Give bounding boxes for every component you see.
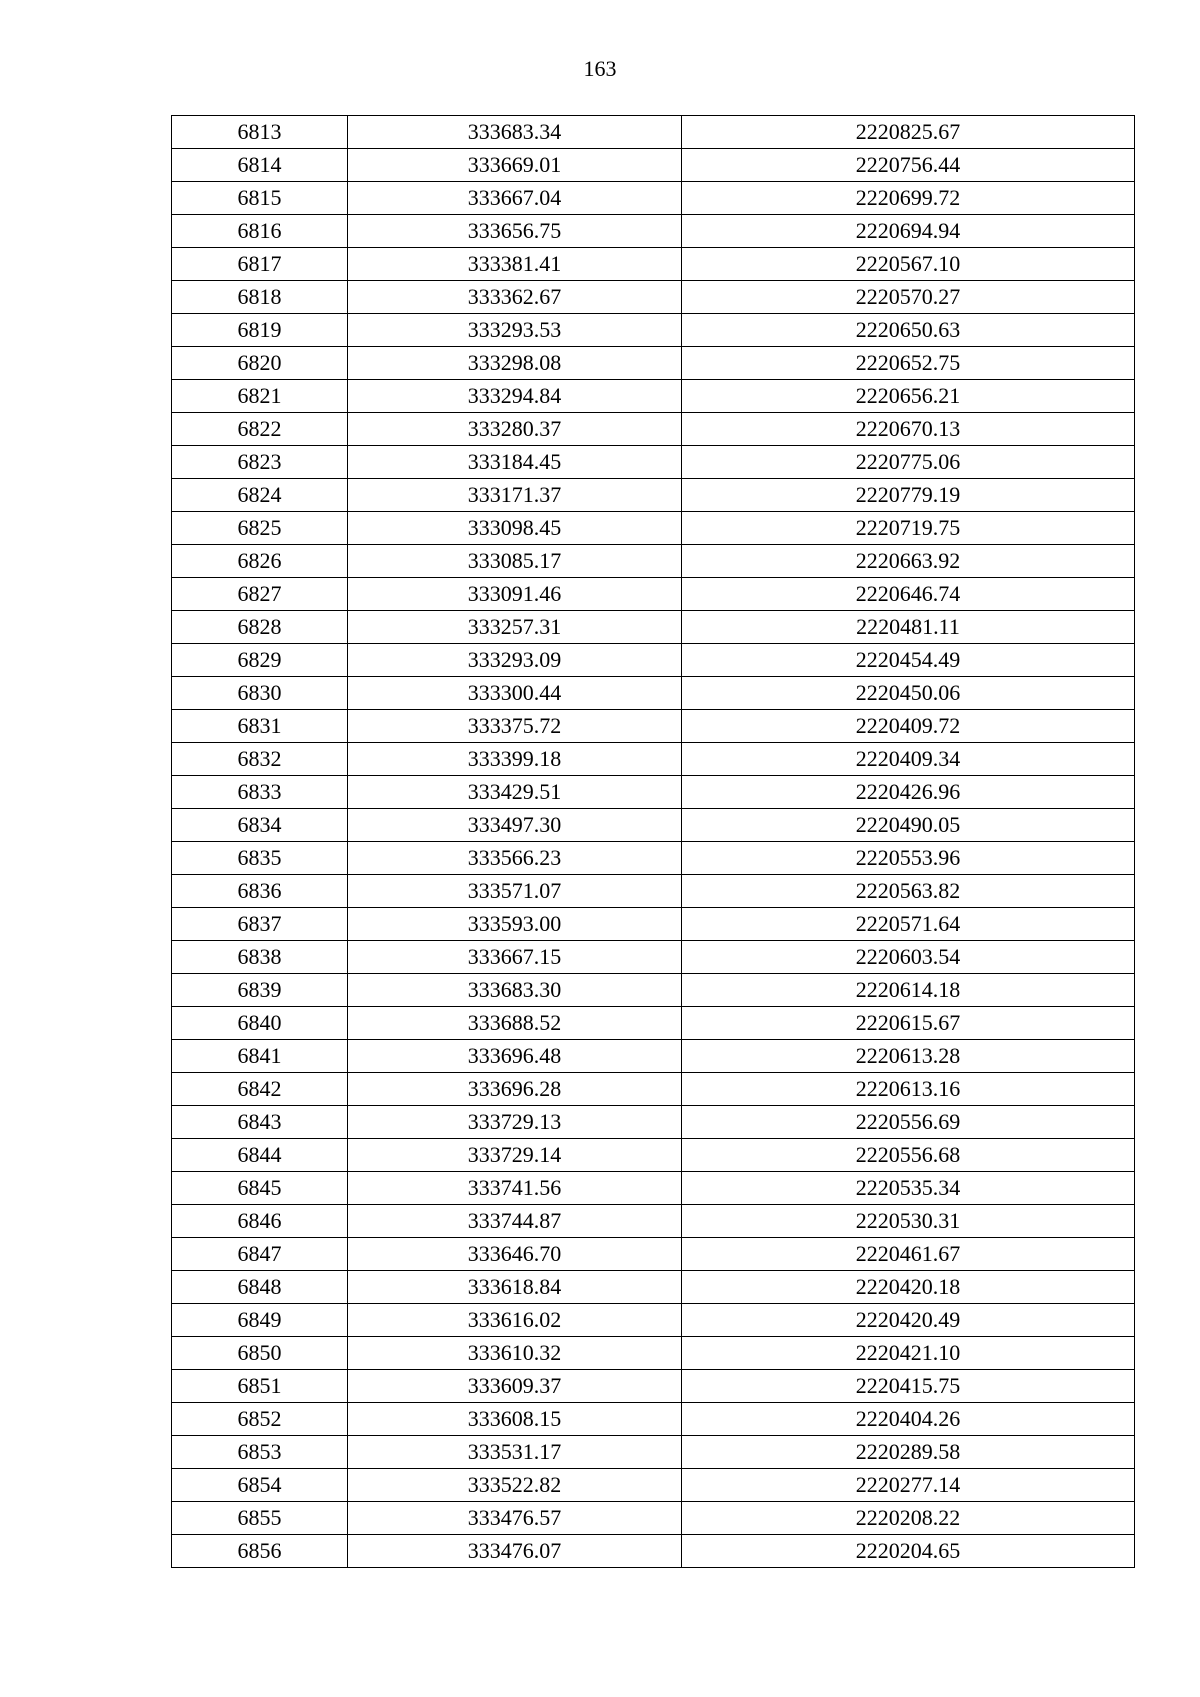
x-coordinate-cell: 333610.32 [348, 1337, 682, 1370]
point-number-cell: 6835 [172, 842, 348, 875]
table-row [172, 182, 1135, 215]
x-coordinate-cell: 333476.57 [348, 1502, 682, 1535]
y-coordinate-cell: 2220719.75 [682, 512, 1135, 545]
point-number-cell: 6852 [172, 1403, 348, 1436]
point-number-cell: 6820 [172, 347, 348, 380]
point-number-cell: 6822 [172, 413, 348, 446]
x-coordinate-cell: 333375.72 [348, 710, 682, 743]
x-coordinate-cell: 333729.13 [348, 1106, 682, 1139]
x-coordinate-cell: 333293.09 [348, 644, 682, 677]
x-coordinate-cell: 333616.02 [348, 1304, 682, 1337]
x-coordinate-cell: 333476.07 [348, 1535, 682, 1568]
y-coordinate-cell: 2220454.49 [682, 644, 1135, 677]
table-row [172, 842, 1135, 875]
table-row [172, 644, 1135, 677]
point-number-cell: 6821 [172, 380, 348, 413]
y-coordinate-cell: 2220652.75 [682, 347, 1135, 380]
point-number-cell: 6850 [172, 1337, 348, 1370]
point-number-cell: 6847 [172, 1238, 348, 1271]
y-coordinate-cell: 2220650.63 [682, 314, 1135, 347]
point-number-cell: 6825 [172, 512, 348, 545]
coordinates-table-body [172, 116, 1135, 1568]
x-coordinate-cell: 333298.08 [348, 347, 682, 380]
x-coordinate-cell: 333571.07 [348, 875, 682, 908]
table-row [172, 710, 1135, 743]
x-coordinate-cell: 333085.17 [348, 545, 682, 578]
x-coordinate-cell: 333300.44 [348, 677, 682, 710]
point-number-cell: 6840 [172, 1007, 348, 1040]
table-row [172, 1106, 1135, 1139]
y-coordinate-cell: 2220481.11 [682, 611, 1135, 644]
table-row [172, 1040, 1135, 1073]
x-coordinate-cell: 333566.23 [348, 842, 682, 875]
table-row [172, 545, 1135, 578]
x-coordinate-cell: 333683.30 [348, 974, 682, 1007]
point-number-cell: 6839 [172, 974, 348, 1007]
x-coordinate-cell: 333531.17 [348, 1436, 682, 1469]
y-coordinate-cell: 2220663.92 [682, 545, 1135, 578]
point-number-cell: 6823 [172, 446, 348, 479]
y-coordinate-cell: 2220461.67 [682, 1238, 1135, 1271]
point-number-cell: 6853 [172, 1436, 348, 1469]
x-coordinate-cell: 333667.04 [348, 182, 682, 215]
table-row [172, 941, 1135, 974]
y-coordinate-cell: 2220825.67 [682, 116, 1135, 149]
coordinates-table [171, 115, 1135, 1568]
y-coordinate-cell: 2220614.18 [682, 974, 1135, 1007]
x-coordinate-cell: 333744.87 [348, 1205, 682, 1238]
y-coordinate-cell: 2220570.27 [682, 281, 1135, 314]
y-coordinate-cell: 2220490.05 [682, 809, 1135, 842]
table-row [172, 281, 1135, 314]
y-coordinate-cell: 2220289.58 [682, 1436, 1135, 1469]
point-number-cell: 6834 [172, 809, 348, 842]
y-coordinate-cell: 2220450.06 [682, 677, 1135, 710]
x-coordinate-cell: 333618.84 [348, 1271, 682, 1304]
y-coordinate-cell: 2220613.28 [682, 1040, 1135, 1073]
table-row [172, 1436, 1135, 1469]
y-coordinate-cell: 2220553.96 [682, 842, 1135, 875]
y-coordinate-cell: 2220656.21 [682, 380, 1135, 413]
table-row [172, 1469, 1135, 1502]
x-coordinate-cell: 333608.15 [348, 1403, 682, 1436]
table-row [172, 776, 1135, 809]
table-row [172, 512, 1135, 545]
table-row [172, 974, 1135, 1007]
y-coordinate-cell: 2220603.54 [682, 941, 1135, 974]
point-number-cell: 6836 [172, 875, 348, 908]
point-number-cell: 6814 [172, 149, 348, 182]
y-coordinate-cell: 2220563.82 [682, 875, 1135, 908]
point-number-cell: 6845 [172, 1172, 348, 1205]
x-coordinate-cell: 333646.70 [348, 1238, 682, 1271]
point-number-cell: 6855 [172, 1502, 348, 1535]
point-number-cell: 6843 [172, 1106, 348, 1139]
table-row [172, 677, 1135, 710]
y-coordinate-cell: 2220646.74 [682, 578, 1135, 611]
x-coordinate-cell: 333593.00 [348, 908, 682, 941]
y-coordinate-cell: 2220409.72 [682, 710, 1135, 743]
x-coordinate-cell: 333683.34 [348, 116, 682, 149]
table-row [172, 1370, 1135, 1403]
x-coordinate-cell: 333696.28 [348, 1073, 682, 1106]
y-coordinate-cell: 2220699.72 [682, 182, 1135, 215]
x-coordinate-cell: 333091.46 [348, 578, 682, 611]
x-coordinate-cell: 333522.82 [348, 1469, 682, 1502]
x-coordinate-cell: 333257.31 [348, 611, 682, 644]
y-coordinate-cell: 2220208.22 [682, 1502, 1135, 1535]
table-row [172, 1304, 1135, 1337]
y-coordinate-cell: 2220420.49 [682, 1304, 1135, 1337]
y-coordinate-cell: 2220613.16 [682, 1073, 1135, 1106]
y-coordinate-cell: 2220420.18 [682, 1271, 1135, 1304]
table-row [172, 743, 1135, 776]
point-number-cell: 6824 [172, 479, 348, 512]
x-coordinate-cell: 333381.41 [348, 248, 682, 281]
table-row [172, 809, 1135, 842]
x-coordinate-cell: 333184.45 [348, 446, 682, 479]
point-number-cell: 6830 [172, 677, 348, 710]
x-coordinate-cell: 333609.37 [348, 1370, 682, 1403]
y-coordinate-cell: 2220530.31 [682, 1205, 1135, 1238]
x-coordinate-cell: 333688.52 [348, 1007, 682, 1040]
point-number-cell: 6846 [172, 1205, 348, 1238]
table-row [172, 248, 1135, 281]
point-number-cell: 6833 [172, 776, 348, 809]
table-row [172, 116, 1135, 149]
point-number-cell: 6849 [172, 1304, 348, 1337]
point-number-cell: 6844 [172, 1139, 348, 1172]
table-row [172, 1007, 1135, 1040]
y-coordinate-cell: 2220670.13 [682, 413, 1135, 446]
x-coordinate-cell: 333729.14 [348, 1139, 682, 1172]
table-row [172, 1271, 1135, 1304]
point-number-cell: 6841 [172, 1040, 348, 1073]
table-row [172, 1337, 1135, 1370]
table-row [172, 1205, 1135, 1238]
x-coordinate-cell: 333667.15 [348, 941, 682, 974]
x-coordinate-cell: 333497.30 [348, 809, 682, 842]
table-row [172, 149, 1135, 182]
table-row [172, 1535, 1135, 1568]
y-coordinate-cell: 2220694.94 [682, 215, 1135, 248]
x-coordinate-cell: 333741.56 [348, 1172, 682, 1205]
y-coordinate-cell: 2220779.19 [682, 479, 1135, 512]
point-number-cell: 6856 [172, 1535, 348, 1568]
y-coordinate-cell: 2220409.34 [682, 743, 1135, 776]
y-coordinate-cell: 2220277.14 [682, 1469, 1135, 1502]
table-row [172, 1403, 1135, 1436]
point-number-cell: 6829 [172, 644, 348, 677]
point-number-cell: 6815 [172, 182, 348, 215]
point-number-cell: 6842 [172, 1073, 348, 1106]
y-coordinate-cell: 2220415.75 [682, 1370, 1135, 1403]
point-number-cell: 6832 [172, 743, 348, 776]
point-number-cell: 6828 [172, 611, 348, 644]
x-coordinate-cell: 333362.67 [348, 281, 682, 314]
x-coordinate-cell: 333429.51 [348, 776, 682, 809]
table-row [172, 314, 1135, 347]
table-row [172, 380, 1135, 413]
x-coordinate-cell: 333696.48 [348, 1040, 682, 1073]
table-row [172, 611, 1135, 644]
table-row [172, 875, 1135, 908]
x-coordinate-cell: 333280.37 [348, 413, 682, 446]
y-coordinate-cell: 2220204.65 [682, 1535, 1135, 1568]
table-row [172, 1172, 1135, 1205]
y-coordinate-cell: 2220404.26 [682, 1403, 1135, 1436]
point-number-cell: 6848 [172, 1271, 348, 1304]
point-number-cell: 6838 [172, 941, 348, 974]
table-row [172, 413, 1135, 446]
y-coordinate-cell: 2220756.44 [682, 149, 1135, 182]
point-number-cell: 6813 [172, 116, 348, 149]
table-row [172, 908, 1135, 941]
y-coordinate-cell: 2220426.96 [682, 776, 1135, 809]
x-coordinate-cell: 333294.84 [348, 380, 682, 413]
x-coordinate-cell: 333171.37 [348, 479, 682, 512]
y-coordinate-cell: 2220421.10 [682, 1337, 1135, 1370]
y-coordinate-cell: 2220556.69 [682, 1106, 1135, 1139]
point-number-cell: 6851 [172, 1370, 348, 1403]
page-number: 163 [583, 56, 617, 81]
y-coordinate-cell: 2220571.64 [682, 908, 1135, 941]
point-number-cell: 6816 [172, 215, 348, 248]
table-row [172, 1139, 1135, 1172]
table-row [172, 578, 1135, 611]
y-coordinate-cell: 2220535.34 [682, 1172, 1135, 1205]
point-number-cell: 6837 [172, 908, 348, 941]
point-number-cell: 6827 [172, 578, 348, 611]
y-coordinate-cell: 2220556.68 [682, 1139, 1135, 1172]
x-coordinate-cell: 333098.45 [348, 512, 682, 545]
x-coordinate-cell: 333293.53 [348, 314, 682, 347]
y-coordinate-cell: 2220775.06 [682, 446, 1135, 479]
y-coordinate-cell: 2220615.67 [682, 1007, 1135, 1040]
point-number-cell: 6818 [172, 281, 348, 314]
point-number-cell: 6831 [172, 710, 348, 743]
table-row [172, 215, 1135, 248]
table-row [172, 446, 1135, 479]
point-number-cell: 6819 [172, 314, 348, 347]
point-number-cell: 6854 [172, 1469, 348, 1502]
table-row [172, 479, 1135, 512]
table-row [172, 1238, 1135, 1271]
table-row [172, 1073, 1135, 1106]
point-number-cell: 6817 [172, 248, 348, 281]
x-coordinate-cell: 333656.75 [348, 215, 682, 248]
x-coordinate-cell: 333669.01 [348, 149, 682, 182]
table-row [172, 347, 1135, 380]
x-coordinate-cell: 333399.18 [348, 743, 682, 776]
y-coordinate-cell: 2220567.10 [682, 248, 1135, 281]
table-row [172, 1502, 1135, 1535]
point-number-cell: 6826 [172, 545, 348, 578]
